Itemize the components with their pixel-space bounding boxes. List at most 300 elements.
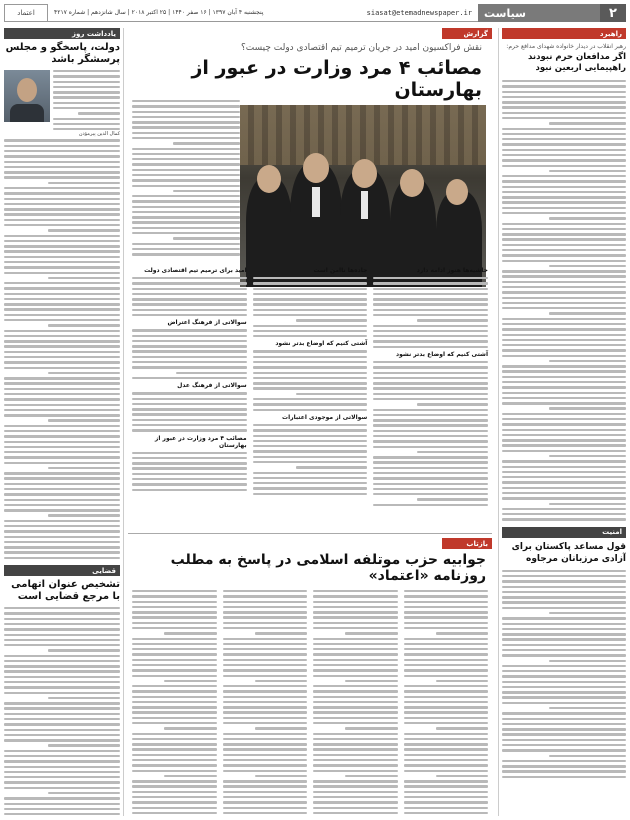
text-line	[132, 627, 217, 629]
text-line	[373, 366, 488, 368]
text-line	[132, 366, 247, 368]
text-line	[502, 302, 626, 304]
text-line	[502, 601, 626, 603]
text-line	[502, 165, 626, 167]
text-line	[223, 770, 308, 772]
text-line	[223, 616, 308, 618]
text-line	[404, 622, 489, 624]
text-line	[164, 775, 216, 777]
text-line	[4, 644, 120, 646]
right-second-label: امنیت	[502, 527, 626, 538]
text-line	[417, 319, 488, 321]
text-line	[253, 445, 368, 447]
text-line	[373, 409, 488, 411]
text-line	[132, 111, 240, 113]
text-line	[132, 350, 247, 352]
text-line	[404, 601, 489, 603]
text-line	[502, 370, 626, 372]
text-line	[4, 718, 120, 720]
main-subhead: آشتی کنیم که اوضاع بدتر نشود	[396, 351, 488, 359]
right-article-text	[502, 78, 626, 521]
text-line	[253, 277, 368, 279]
author-suit	[10, 104, 44, 122]
text-line	[223, 711, 308, 713]
text-line	[223, 764, 308, 766]
text-line	[4, 499, 120, 501]
text-line	[53, 75, 120, 77]
text-line	[4, 670, 120, 672]
text-line	[132, 206, 240, 208]
text-line	[404, 717, 489, 719]
text-line	[404, 754, 489, 756]
text-line	[4, 388, 120, 390]
text-line	[4, 240, 120, 242]
text-line	[223, 669, 308, 671]
text-line	[502, 281, 626, 283]
author-caption: کمال الدین پیرمؤذن	[78, 131, 120, 138]
text-line	[253, 293, 368, 295]
text-line	[4, 340, 120, 342]
text-line	[502, 712, 626, 714]
text-line	[223, 738, 308, 740]
text-line	[132, 211, 240, 213]
text-line	[255, 775, 307, 777]
text-line	[132, 392, 247, 394]
text-line	[502, 739, 626, 741]
text-line	[132, 685, 217, 687]
text-line	[502, 654, 626, 656]
text-line	[253, 288, 368, 290]
right-headline[interactable]: اگر مدافعان حرم نبودند راهپیمایی اربعین نبود	[527, 52, 626, 73]
text-line	[223, 664, 308, 666]
text-line	[404, 796, 489, 798]
left-section-label: یادداشت روز	[4, 28, 120, 39]
text-line	[132, 785, 217, 787]
text-line	[502, 228, 626, 230]
main-section-label: گزارش	[442, 28, 492, 39]
text-line	[223, 801, 308, 803]
text-line	[132, 452, 247, 454]
text-line	[313, 812, 398, 814]
text-line	[53, 81, 120, 83]
text-line	[313, 627, 398, 629]
text-line	[253, 366, 368, 368]
main-subhead: سوالاتی از فرهنگ اعتراض	[167, 319, 247, 327]
text-line	[404, 706, 489, 708]
text-line	[4, 161, 120, 163]
text-line	[4, 377, 120, 379]
text-line	[4, 493, 120, 495]
author-face	[17, 78, 37, 102]
text-line	[502, 702, 626, 704]
main-subhead: سوالاتی از فرهنگ عدل	[177, 382, 247, 390]
text-line	[4, 256, 120, 258]
text-line	[132, 467, 247, 469]
text-line	[502, 760, 626, 762]
text-line	[223, 717, 308, 719]
text-line	[373, 377, 488, 379]
text-line	[4, 483, 120, 485]
text-line	[313, 648, 398, 650]
text-line	[253, 387, 368, 389]
text-line	[502, 186, 626, 188]
text-line	[132, 253, 240, 255]
text-line	[502, 402, 626, 404]
text-line	[132, 754, 217, 756]
text-line	[4, 686, 120, 688]
text-line	[502, 349, 626, 351]
main-body	[128, 264, 492, 533]
text-line	[132, 807, 217, 809]
text-line	[132, 653, 217, 655]
text-line	[345, 775, 397, 777]
text-line	[4, 425, 120, 427]
text-line	[502, 570, 626, 572]
text-line	[4, 446, 120, 448]
text-line	[223, 638, 308, 640]
text-line	[502, 508, 626, 510]
text-line	[4, 335, 120, 337]
person-face	[303, 153, 329, 183]
text-line	[373, 435, 488, 437]
text-line	[502, 138, 626, 140]
text-line	[4, 430, 120, 432]
text-line	[4, 404, 120, 406]
section-divider	[128, 533, 492, 534]
text-line	[404, 711, 489, 713]
text-line	[404, 685, 489, 687]
text-line	[373, 277, 488, 279]
text-line	[502, 423, 626, 425]
text-line	[502, 101, 626, 103]
text-line	[502, 323, 626, 325]
text-line	[132, 743, 217, 745]
text-line	[404, 611, 489, 613]
text-line	[4, 367, 120, 369]
text-line	[502, 607, 626, 609]
text-line	[502, 670, 626, 672]
text-line	[223, 601, 308, 603]
text-line	[4, 813, 120, 815]
text-line	[253, 372, 368, 374]
text-line	[373, 372, 488, 374]
text-line	[176, 372, 247, 374]
main-subhead: جاده‌ها ناامن است	[313, 267, 368, 274]
text-line	[4, 776, 120, 778]
text-line	[373, 340, 488, 342]
text-line	[313, 791, 398, 793]
text-line	[164, 680, 216, 682]
text-line	[404, 701, 489, 703]
text-line	[502, 339, 626, 341]
text-line	[132, 132, 240, 134]
main-subhead: حاشیه‌ها هنوز ادامه دارد	[416, 267, 488, 274]
text-line	[53, 70, 120, 72]
text-line	[502, 128, 626, 130]
main-subhead: مصائب ۴ مرد وزارت در عبور از بهارستان	[154, 434, 247, 449]
text-line	[502, 723, 626, 725]
main-story	[128, 28, 492, 533]
text-line	[132, 796, 217, 798]
text-line	[4, 477, 120, 479]
left-bottom-headline[interactable]: تشخیص عنوان اتهامی با مرجع قضایی است	[11, 579, 120, 603]
text-line	[373, 282, 488, 284]
bottom-body	[128, 588, 492, 816]
text-line	[502, 434, 626, 436]
text-line	[132, 282, 247, 284]
text-line	[48, 324, 120, 326]
text-line	[404, 722, 489, 724]
text-line	[502, 649, 626, 651]
text-line	[4, 451, 120, 453]
text-line	[313, 807, 398, 809]
text-line	[4, 634, 120, 636]
text-line	[53, 91, 120, 93]
text-line	[132, 116, 240, 118]
text-line	[502, 580, 626, 582]
text-line	[4, 361, 120, 363]
text-line	[502, 644, 626, 646]
header-info	[48, 4, 478, 22]
text-line	[502, 575, 626, 577]
text-line	[502, 728, 626, 730]
person-shirt	[312, 187, 320, 217]
person-face	[257, 165, 281, 193]
text-line	[4, 456, 120, 458]
text-line	[132, 611, 217, 613]
text-line	[132, 403, 247, 405]
text-line	[223, 690, 308, 692]
text-line	[502, 596, 626, 598]
text-line	[313, 643, 398, 645]
text-line	[48, 182, 120, 184]
text-line	[4, 393, 120, 395]
text-line	[436, 680, 488, 682]
text-line	[223, 627, 308, 629]
text-line	[373, 461, 488, 463]
right-second-headline[interactable]: قول مساعد پاکستان برای آزادی مرزبانان مرجاوه	[511, 541, 626, 564]
main-side-text	[132, 98, 240, 256]
text-line	[502, 628, 626, 630]
text-line	[502, 744, 626, 746]
text-line	[313, 717, 398, 719]
text-line	[4, 345, 120, 347]
text-line	[48, 792, 120, 794]
text-line	[313, 638, 398, 640]
text-line	[4, 755, 120, 757]
text-line	[132, 722, 217, 724]
text-line	[4, 414, 120, 416]
text-line	[4, 435, 120, 437]
left-article-text	[4, 137, 120, 559]
text-line	[223, 590, 308, 592]
text-line	[313, 701, 398, 703]
text-line	[253, 314, 368, 316]
text-line	[223, 733, 308, 735]
text-line	[53, 96, 120, 98]
text-line	[404, 733, 489, 735]
text-line	[4, 293, 120, 295]
text-line	[4, 771, 120, 773]
text-line	[4, 187, 120, 189]
text-line	[502, 638, 626, 640]
text-line	[4, 530, 120, 532]
text-line	[132, 669, 217, 671]
text-line	[132, 664, 217, 666]
text-line	[4, 472, 120, 474]
text-line	[132, 643, 217, 645]
text-line	[173, 237, 240, 239]
text-line	[502, 633, 626, 635]
text-line	[48, 649, 120, 651]
text-line	[502, 476, 626, 478]
text-line	[132, 221, 240, 223]
text-line	[313, 601, 398, 603]
text-line	[502, 691, 626, 693]
text-line	[132, 303, 247, 305]
text-line	[253, 477, 368, 479]
text-line	[404, 748, 489, 750]
text-line	[549, 660, 626, 662]
text-line	[132, 622, 217, 624]
text-line	[313, 595, 398, 597]
text-line	[253, 350, 368, 352]
text-line	[4, 803, 120, 805]
text-line	[502, 733, 626, 735]
text-line	[4, 219, 120, 221]
text-line	[502, 328, 626, 330]
text-line	[253, 456, 368, 458]
text-line	[253, 472, 368, 474]
text-line	[4, 808, 120, 810]
text-line	[502, 770, 626, 772]
text-line	[253, 303, 368, 305]
text-line	[4, 166, 120, 168]
text-line	[502, 249, 626, 251]
text-line	[373, 393, 488, 395]
left-headline[interactable]: دولت، پاسخگو و مجلس پرسشگر باشد	[5, 42, 120, 65]
text-line	[502, 96, 626, 98]
text-line	[223, 611, 308, 613]
person-face	[400, 169, 424, 197]
text-line	[4, 203, 120, 205]
text-line	[223, 780, 308, 782]
text-line	[223, 722, 308, 724]
text-line	[313, 711, 398, 713]
text-line	[404, 638, 489, 640]
text-line	[132, 659, 217, 661]
text-line	[132, 377, 247, 379]
text-line	[4, 356, 120, 358]
bottom-headline[interactable]: جوابیه حزب موتلفه اسلامی در پاسخ به مطلب روزنامه «اعتماد»	[170, 552, 486, 584]
text-line	[132, 638, 217, 640]
text-line	[502, 518, 626, 520]
text-line	[48, 697, 120, 699]
text-line	[253, 325, 368, 327]
text-line	[53, 102, 120, 104]
text-line	[373, 488, 488, 490]
text-line	[4, 739, 120, 741]
text-line	[502, 471, 626, 473]
text-line	[404, 595, 489, 597]
text-line	[502, 492, 626, 494]
text-line	[502, 196, 626, 198]
text-line	[132, 309, 247, 311]
text-line	[132, 169, 240, 171]
main-headline[interactable]: مصائب ۴ مرد وزارت در عبور از بهارستان	[191, 57, 482, 101]
text-line	[4, 319, 120, 321]
text-line	[253, 298, 368, 300]
text-line	[502, 80, 626, 82]
text-line	[132, 356, 247, 358]
text-line	[4, 150, 120, 152]
text-line	[132, 158, 240, 160]
text-line	[132, 248, 240, 250]
text-line	[4, 760, 120, 762]
text-line	[296, 319, 367, 321]
text-line	[502, 286, 626, 288]
text-line	[502, 260, 626, 262]
text-line	[502, 180, 626, 182]
text-line	[4, 546, 120, 548]
author-photo	[4, 70, 50, 122]
text-line	[436, 727, 488, 729]
text-line	[502, 481, 626, 483]
text-line	[132, 711, 217, 713]
text-line	[404, 675, 489, 677]
text-line	[404, 743, 489, 745]
text-line	[313, 706, 398, 708]
text-line	[132, 601, 217, 603]
site-email[interactable]: siasat@etemadnewspaper.ir	[366, 8, 472, 17]
text-line	[132, 648, 217, 650]
text-line	[502, 776, 626, 778]
text-line	[373, 335, 488, 337]
main-kicker: نقش فراکسیون امید در جریان ترمیم تیم اقتصادی دولت چیست؟	[240, 43, 482, 53]
text-line	[502, 159, 626, 161]
newspaper-logo: اعتماد	[4, 4, 48, 22]
text-line	[255, 727, 307, 729]
text-line	[223, 606, 308, 608]
text-line	[502, 617, 626, 619]
text-line	[502, 623, 626, 625]
bottom-section-label: بازتاب	[442, 538, 492, 549]
text-line	[223, 595, 308, 597]
text-line	[132, 424, 247, 426]
text-line	[373, 477, 488, 479]
page-header	[4, 4, 626, 22]
text-line	[4, 409, 120, 411]
text-line	[48, 229, 120, 231]
text-line	[313, 690, 398, 692]
text-line	[549, 407, 626, 409]
text-line	[253, 450, 368, 452]
text-line	[373, 483, 488, 485]
text-line	[502, 444, 626, 446]
text-line	[502, 117, 626, 119]
left-column	[4, 28, 124, 816]
text-line	[549, 503, 626, 505]
text-line	[502, 133, 626, 135]
text-line	[4, 681, 120, 683]
text-line	[502, 191, 626, 193]
text-line	[549, 455, 626, 457]
text-line	[502, 413, 626, 415]
text-line	[4, 308, 120, 310]
text-line	[373, 493, 488, 495]
text-line	[132, 335, 247, 337]
text-line	[502, 233, 626, 235]
